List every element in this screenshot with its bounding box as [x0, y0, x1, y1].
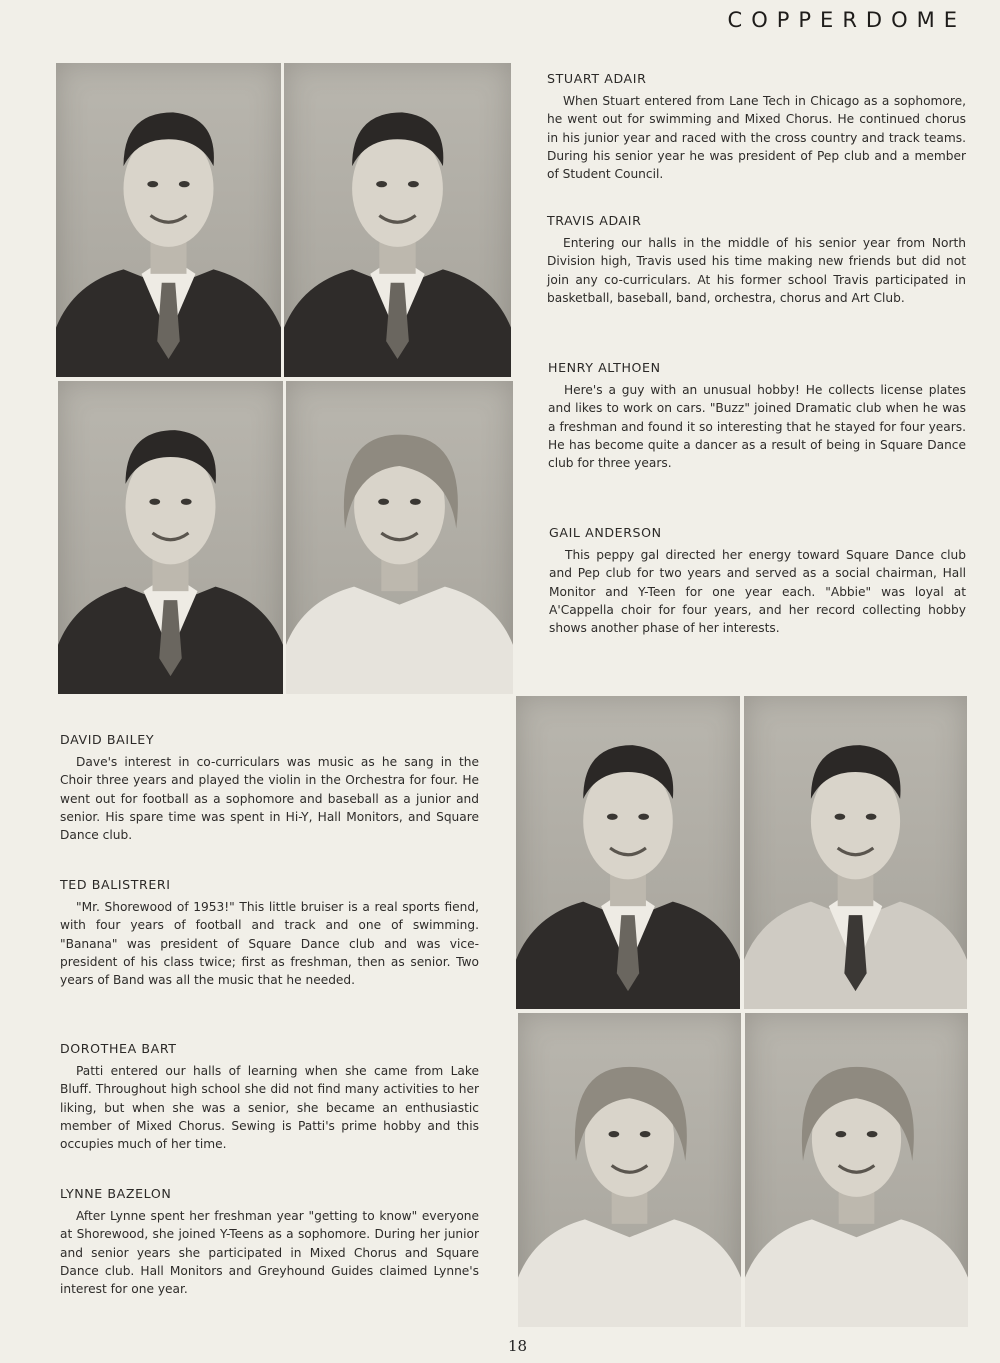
bio-text: After Lynne spent her freshman year "getting to know" everyone at Shorewood, she joined Y-Teens as a sophomore. During her junior and senior years she participated in Mixed Chorus and Square Dance club. Hall Monitors and Greyhound Guides claimed Lynne's interest for one year.	[60, 1209, 479, 1297]
yearbook-title: COPPERDOME	[727, 8, 966, 32]
portrait-david-bailey	[516, 696, 740, 1009]
portrait-ted-balistreri	[744, 696, 967, 1009]
portrait-lynne-bazelon	[745, 1013, 968, 1327]
portrait-figure	[518, 1013, 741, 1327]
bio-text: This peppy gal directed her energy toward Square Dance club and Pep club for two years and served as a social chairman, Hall Monitor and Y-Teen for one year each. "Abbie" was loyal at A'Cappella choir for four years, and her record collecting hobby shows another phase of her interests.	[549, 548, 966, 636]
portrait-figure	[286, 381, 513, 694]
bio-travis-adair	[547, 213, 966, 307]
portrait-figure	[56, 63, 281, 377]
portrait-dorothea-bart	[518, 1013, 741, 1327]
bio-name: TED BALISTRERI	[60, 877, 171, 892]
bio-lynne-bazelon	[60, 1186, 479, 1298]
portrait-figure	[744, 696, 967, 1009]
bio-henry-althoen	[548, 360, 966, 472]
portrait-figure	[516, 696, 740, 1009]
portrait-gail-anderson	[286, 381, 513, 694]
bio-dorothea-bart	[60, 1041, 479, 1153]
bio-name: HENRY ALTHOEN	[548, 360, 661, 375]
bio-name: DAVID BAILEY	[60, 732, 155, 747]
bio-name: TRAVIS ADAIR	[547, 213, 642, 228]
bio-gail-anderson	[549, 525, 966, 637]
portrait-figure	[58, 381, 283, 694]
bio-text: When Stuart entered from Lane Tech in Chicago as a sophomore, he went out for swimming and Mixed Chorus. He continued chorus in his junior year and raced with the cross country and track teams. During his senior year he was president of Pep club and a member of Student Council.	[547, 94, 966, 182]
bio-stuart-adair	[547, 71, 966, 183]
page-number: 18	[508, 1337, 528, 1355]
bio-text: Patti entered our halls of learning when she came from Lake Bluff. Throughout high school she did not find many activities to her liking, but when she was a senior, she became an enthusiastic member of Mixed Chorus. Sewing is Patti's prime hobby and this occupies much of her time.	[60, 1064, 479, 1152]
portrait-henry-althoen	[58, 381, 283, 694]
bio-name: GAIL ANDERSON	[549, 525, 662, 540]
portrait-stuart-adair	[56, 63, 281, 377]
bio-text: Here's a guy with an unusual hobby! He collects license plates and likes to work on cars. "Buzz" joined Dramatic club when he was a freshman and found it so interesting that he stayed for four years. He has become quite a dancer as a result of being in Square Dance club for three years.	[548, 383, 966, 471]
bio-name: LYNNE BAZELON	[60, 1186, 172, 1201]
bio-name: STUART ADAIR	[547, 71, 647, 86]
portrait-figure	[284, 63, 511, 377]
bio-text: Dave's interest in co-curriculars was music as he sang in the Choir three years and played the violin in the Orchestra for four. He went out for football as a sophomore and baseball as a junior and senior. His spare time was spent in Hi-Y, Hall Monitors, and Square Dance club.	[60, 755, 479, 843]
portrait-travis-adair	[284, 63, 511, 377]
bio-ted-balistreri	[60, 877, 479, 989]
bio-text: "Mr. Shorewood of 1953!" This little bruiser is a real sports fiend, with four years of football and track and one of swimming. "Banana" was president of Square Dance club and was vice-president of his class twice; first as freshman, then as senior. Two years of Band was all the music that he needed.	[60, 900, 479, 988]
bio-text: Entering our halls in the middle of his senior year from North Division high, Travis used his time making new friends but did not join any co-curriculars. At his former school Travis participated in basketball, baseball, band, orchestra, chorus and Art Club.	[547, 236, 966, 305]
portrait-figure	[745, 1013, 968, 1327]
bio-david-bailey	[60, 732, 479, 844]
bio-name: DOROTHEA BART	[60, 1041, 177, 1056]
